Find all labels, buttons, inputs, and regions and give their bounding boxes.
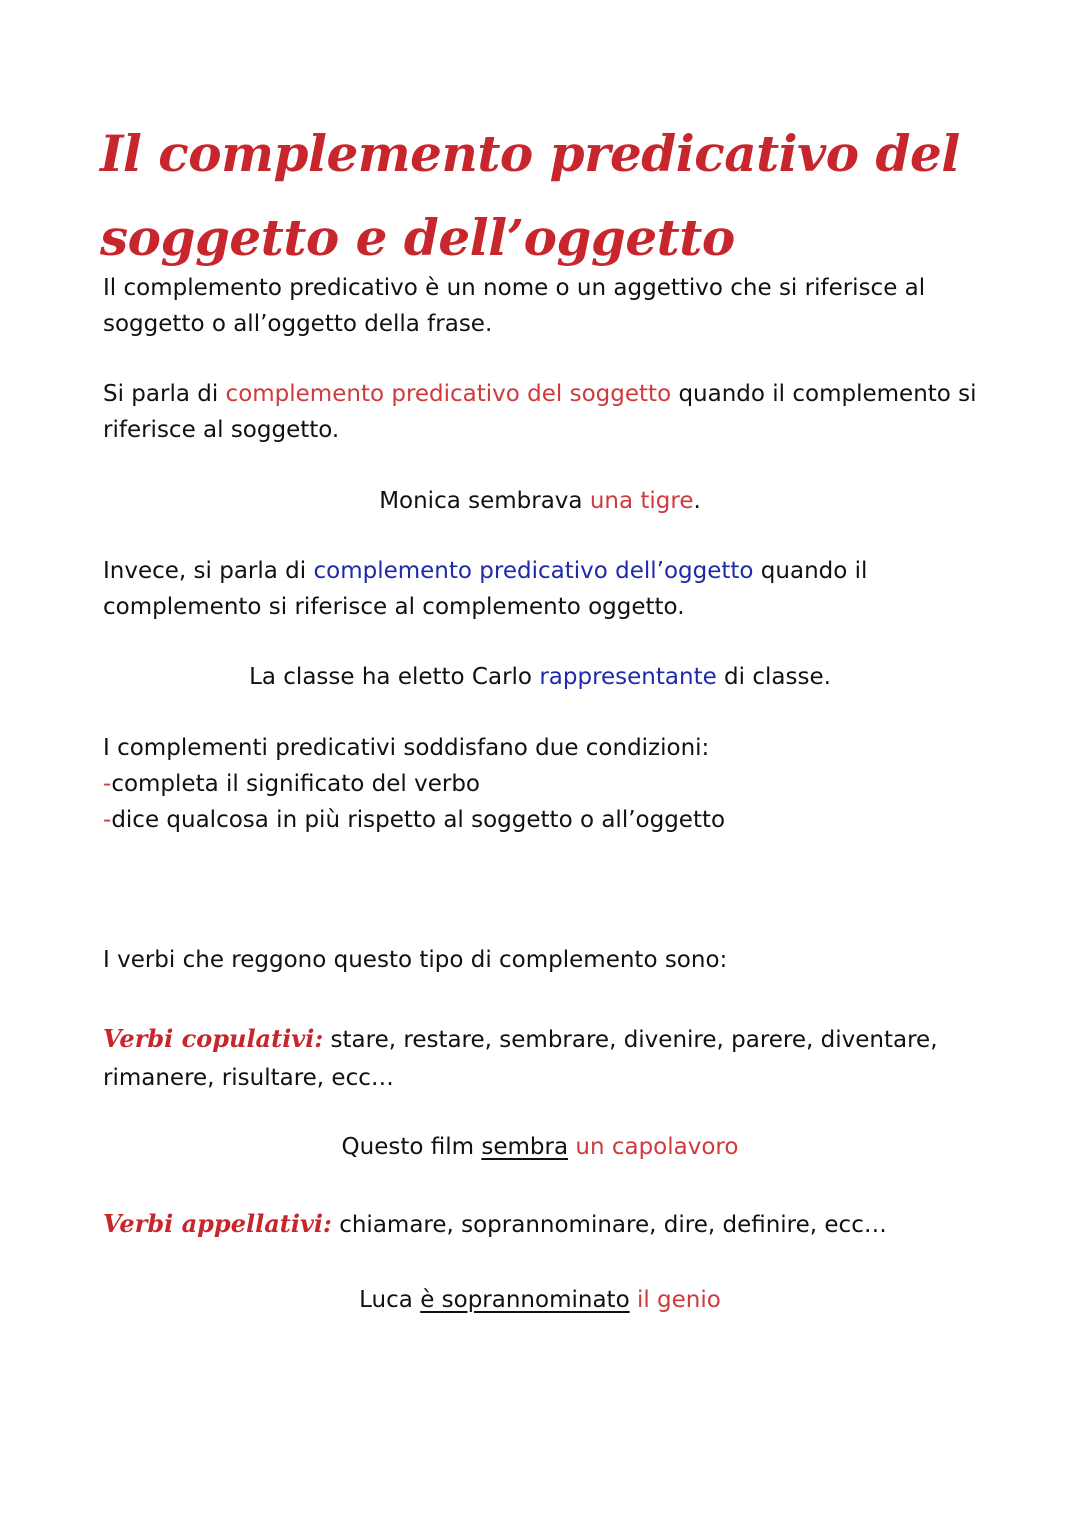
appellativi-paragraph xyxy=(103,1206,1003,1243)
oggetto-definition-after: quando il complemento si riferisce al complemento oggetto. xyxy=(103,558,868,620)
example-soggetto-end: . xyxy=(693,488,701,514)
verbs-intro: I verbi che reggono questo tipo di complemento sono: xyxy=(103,947,728,973)
copulativi-list: stare, restare, sembrare, divenire, parere, diventare, rimanere, risultare, ecc… xyxy=(103,1027,938,1091)
example-oggetto-highlight: rappresentante xyxy=(539,664,717,690)
example-oggetto-after: di classe. xyxy=(716,664,831,690)
appellativi-label: Verbi appellativi: xyxy=(103,1209,332,1238)
dash-bullet: - xyxy=(103,807,112,833)
dash-bullet: - xyxy=(103,771,112,797)
example-soggetto-plain: Monica sembrava xyxy=(379,488,590,514)
example-oggetto-before: La classe ha eletto Carlo xyxy=(249,664,540,690)
example-copulativo-highlight: un capolavoro xyxy=(568,1134,739,1160)
copulativi-label: Verbi copulativi: xyxy=(103,1024,324,1053)
soggetto-term: complemento predicativo del soggetto xyxy=(225,381,672,407)
page-title: Il complemento predicativo del soggetto e dell’oggetto xyxy=(100,124,960,267)
condition-text: dice qualcosa in più rispetto al soggetto o all’oggetto xyxy=(111,807,726,833)
appellativi-list: chiamare, soprannominare, dire, definire, ecc… xyxy=(331,1212,887,1238)
soggetto-definition xyxy=(103,376,1003,448)
example-appellativo-highlight: il genio xyxy=(629,1287,721,1313)
soggetto-definition-before: Si parla di xyxy=(103,381,226,407)
example-soggetto-highlight: una tigre xyxy=(589,488,694,514)
condition-item xyxy=(103,802,1003,838)
oggetto-term: complemento predicativo dell’oggetto xyxy=(313,558,754,584)
example-copulativo xyxy=(0,1129,1080,1165)
copulativi-paragraph xyxy=(103,1020,1003,1097)
conditions-block xyxy=(103,730,1003,838)
oggetto-definition xyxy=(103,553,1003,625)
example-oggetto xyxy=(0,659,1080,695)
example-appellativo xyxy=(0,1282,1080,1318)
example-copulativo-before: Questo film xyxy=(341,1134,482,1160)
intro-paragraph: Il complemento predicativo è un nome o un aggettivo che si riferisce al soggetto o all’oggetto della frase. xyxy=(103,275,926,337)
condition-text: completa il significato del verbo xyxy=(111,771,480,797)
condition-item xyxy=(103,766,1003,802)
example-appellativo-verb: è soprannominato xyxy=(420,1287,630,1313)
example-soggetto xyxy=(0,483,1080,519)
soggetto-definition-after: quando il complemento si riferisce al soggetto. xyxy=(103,381,977,443)
example-appellativo-before: Luca xyxy=(359,1287,421,1313)
conditions-intro: I complementi predicativi soddisfano due condizioni: xyxy=(103,735,710,761)
oggetto-definition-before: Invece, si parla di xyxy=(103,558,314,584)
example-copulativo-verb: sembra xyxy=(481,1134,569,1160)
